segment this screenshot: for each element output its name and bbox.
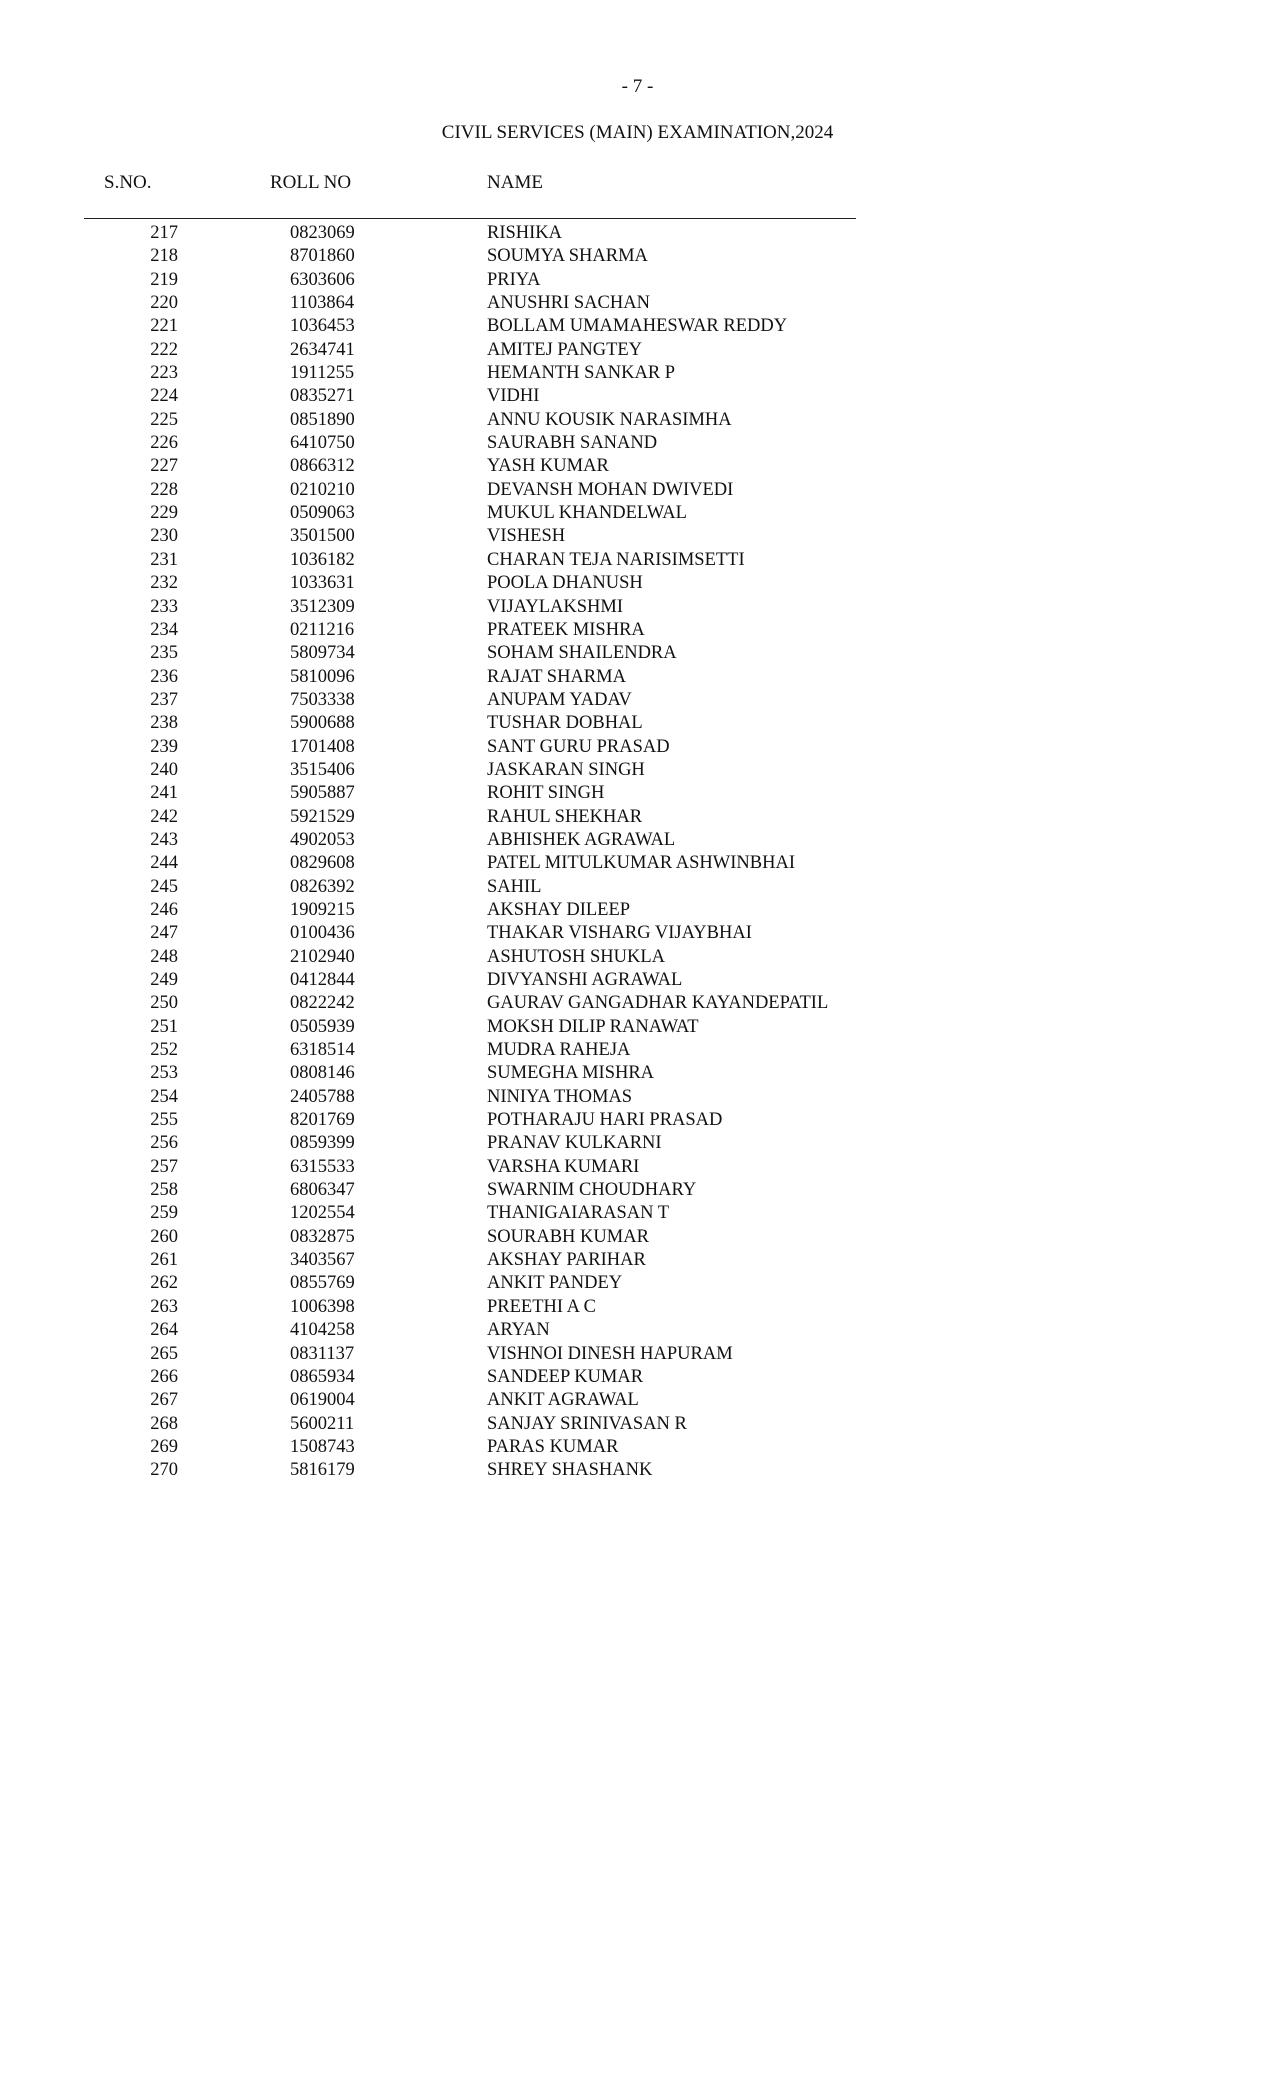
roll-number: 5905887: [290, 783, 355, 804]
serial-number: 250: [150, 993, 178, 1014]
candidate-name: PATEL MITULKUMAR ASHWINBHAI: [487, 853, 795, 874]
table-row: [0, 1343, 1275, 1366]
roll-number: 0829608: [290, 853, 355, 874]
roll-number: 0832875: [290, 1226, 355, 1247]
serial-number: 243: [150, 829, 178, 850]
candidate-name: VISHNOI DINESH HAPURAM: [487, 1343, 733, 1364]
roll-number: 0509063: [290, 503, 355, 524]
candidate-name: GAURAV GANGADHAR KAYANDEPATIL: [487, 993, 829, 1014]
table-row: [0, 619, 1275, 642]
candidate-name: ANUPAM YADAV: [487, 689, 632, 710]
candidate-name: SUMEGHA MISHRA: [487, 1063, 655, 1084]
table-row: [0, 385, 1275, 408]
candidate-name: ANKIT AGRAWAL: [487, 1390, 639, 1411]
serial-number: 226: [150, 433, 178, 454]
table-row: [0, 1413, 1275, 1436]
roll-number: 0808146: [290, 1063, 355, 1084]
serial-number: 241: [150, 783, 178, 804]
serial-number: 269: [150, 1436, 178, 1457]
serial-number: 254: [150, 1086, 178, 1107]
candidate-name: ANUSHRI SACHAN: [487, 293, 650, 314]
candidate-name: HEMANTH SANKAR P: [487, 363, 676, 384]
table-row: [0, 1086, 1275, 1109]
candidate-name: SOURABH KUMAR: [487, 1226, 649, 1247]
column-header-roll-no: ROLL NO: [270, 172, 352, 193]
serial-number: 266: [150, 1366, 178, 1387]
roll-number: 3403567: [290, 1250, 355, 1271]
serial-number: 227: [150, 456, 178, 477]
candidate-name: ANKIT PANDEY: [487, 1273, 623, 1294]
roll-number: 1036453: [290, 316, 355, 337]
serial-number: 265: [150, 1343, 178, 1364]
table-row: [0, 806, 1275, 829]
serial-number: 225: [150, 409, 178, 430]
serial-number: 246: [150, 899, 178, 920]
candidate-name: PRANAV KULKARNI: [487, 1133, 662, 1154]
table-row: [0, 549, 1275, 572]
candidate-name: ROHIT SINGH: [487, 783, 605, 804]
roll-number: 0865934: [290, 1366, 355, 1387]
serial-number: 247: [150, 923, 178, 944]
table-row: [0, 1249, 1275, 1272]
table-row: [0, 736, 1275, 759]
candidate-name: SOHAM SHAILENDRA: [487, 643, 677, 664]
candidate-name: ANNU KOUSIK NARASIMHA: [487, 409, 732, 430]
candidate-name: JASKARAN SINGH: [487, 759, 645, 780]
serial-number: 252: [150, 1040, 178, 1061]
roll-number: 5810096: [290, 666, 355, 687]
roll-number: 2405788: [290, 1086, 355, 1107]
table-row: [0, 1389, 1275, 1412]
roll-number: 1508743: [290, 1436, 355, 1457]
candidate-name: MUKUL KHANDELWAL: [487, 503, 687, 524]
roll-number: 5600211: [290, 1413, 355, 1434]
table-row: [0, 292, 1275, 315]
serial-number: 220: [150, 293, 178, 314]
table-row: [0, 689, 1275, 712]
table-row: [0, 1296, 1275, 1319]
candidate-name: PRATEEK MISHRA: [487, 619, 645, 640]
serial-number: 231: [150, 549, 178, 570]
roll-number: 0211216: [290, 619, 355, 640]
serial-number: 219: [150, 269, 178, 290]
column-header-name: NAME: [487, 172, 543, 193]
table-row: [0, 572, 1275, 595]
table-row: [0, 502, 1275, 525]
table-row: [0, 1202, 1275, 1225]
serial-number: 270: [150, 1460, 178, 1481]
table-row: [0, 222, 1275, 245]
roll-number: 2102940: [290, 946, 355, 967]
serial-number: 251: [150, 1016, 178, 1037]
candidate-name: CHARAN TEJA NARISIMSETTI: [487, 549, 745, 570]
roll-number: 4104258: [290, 1320, 355, 1341]
roll-number: 3501500: [290, 526, 355, 547]
table-row: [0, 1226, 1275, 1249]
candidate-name: TUSHAR DOBHAL: [487, 713, 643, 734]
candidate-name: RAJAT SHARMA: [487, 666, 626, 687]
serial-number: 255: [150, 1110, 178, 1131]
table-row: [0, 596, 1275, 619]
candidate-name: SANT GURU PRASAD: [487, 736, 670, 757]
table-row: [0, 782, 1275, 805]
roll-number: 0823069: [290, 223, 355, 243]
roll-number: 0835271: [290, 386, 355, 407]
table-row: [0, 1132, 1275, 1155]
table-row: [0, 829, 1275, 852]
candidate-name: SANDEEP KUMAR: [487, 1366, 644, 1387]
roll-number: 0100436: [290, 923, 355, 944]
serial-number: 258: [150, 1180, 178, 1201]
table-row: [0, 852, 1275, 875]
table-row: [0, 759, 1275, 782]
roll-number: 5816179: [290, 1460, 355, 1481]
candidate-name: RISHIKA: [487, 223, 563, 243]
table-row: [0, 432, 1275, 455]
serial-number: 267: [150, 1390, 178, 1411]
roll-number: 0831137: [290, 1343, 355, 1364]
roll-number: 0505939: [290, 1016, 355, 1037]
serial-number: 240: [150, 759, 178, 780]
candidate-name: AMITEJ PANGTEY: [487, 339, 643, 360]
roll-number: 0822242: [290, 993, 355, 1014]
roll-number: 4902053: [290, 829, 355, 850]
roll-number: 7503338: [290, 689, 355, 710]
table-row: [0, 1436, 1275, 1459]
serial-number: 222: [150, 339, 178, 360]
roll-number: 5900688: [290, 713, 355, 734]
serial-number: 256: [150, 1133, 178, 1154]
table-row: [0, 712, 1275, 735]
table-row: [0, 245, 1275, 268]
table-row: [0, 899, 1275, 922]
serial-number: 223: [150, 363, 178, 384]
roll-number: 0855769: [290, 1273, 355, 1294]
roll-number: 0866312: [290, 456, 355, 477]
roll-number: 0412844: [290, 970, 355, 990]
candidate-name: RAHUL SHEKHAR: [487, 806, 643, 827]
table-row: [0, 992, 1275, 1015]
roll-number: 1006398: [290, 1296, 355, 1317]
roll-number: 6303606: [290, 269, 355, 290]
candidate-name: PRIYA: [487, 269, 541, 290]
candidate-name: PARAS KUMAR: [487, 1436, 619, 1457]
table-row: [0, 409, 1275, 432]
roll-number: 1701408: [290, 736, 355, 757]
table-row: [0, 362, 1275, 385]
candidate-name: SWARNIM CHOUDHARY: [487, 1180, 697, 1201]
serial-number: 229: [150, 503, 178, 524]
candidate-name: VISHESH: [487, 526, 566, 547]
header-divider: [84, 218, 856, 219]
roll-number: 1909215: [290, 899, 355, 920]
table-row: [0, 1272, 1275, 1295]
serial-number: 239: [150, 736, 178, 757]
roll-number: 1103864: [290, 293, 355, 314]
roll-number: 5921529: [290, 806, 355, 827]
candidate-name: NINIYA THOMAS: [487, 1086, 633, 1107]
results-table: [0, 222, 1275, 1483]
roll-number: 8201769: [290, 1110, 355, 1131]
serial-number: 249: [150, 970, 178, 990]
candidate-name: VIDHI: [487, 386, 540, 407]
table-header: [0, 172, 1275, 198]
table-row: [0, 946, 1275, 969]
serial-number: 257: [150, 1156, 178, 1177]
candidate-name: SAURABH SANAND: [487, 433, 658, 454]
serial-number: 232: [150, 573, 178, 594]
roll-number: 1202554: [290, 1203, 355, 1224]
roll-number: 1033631: [290, 573, 355, 594]
roll-number: 6315533: [290, 1156, 355, 1177]
candidate-name: PREETHI A C: [487, 1296, 596, 1317]
candidate-name: VIJAYLAKSHMI: [487, 596, 624, 617]
serial-number: 218: [150, 246, 178, 267]
table-row: [0, 1062, 1275, 1085]
serial-number: 235: [150, 643, 178, 664]
candidate-name: AKSHAY DILEEP: [487, 899, 631, 920]
roll-number: 6410750: [290, 433, 355, 454]
table-row: [0, 269, 1275, 292]
roll-number: 3515406: [290, 759, 355, 780]
table-row: [0, 339, 1275, 362]
table-row: [0, 1319, 1275, 1342]
serial-number: 260: [150, 1226, 178, 1247]
table-row: [0, 1156, 1275, 1179]
candidate-name: VARSHA KUMARI: [487, 1156, 640, 1177]
table-row: [0, 1459, 1275, 1482]
serial-number: 230: [150, 526, 178, 547]
table-row: [0, 1109, 1275, 1132]
serial-number: 234: [150, 619, 178, 640]
table-row: [0, 1039, 1275, 1062]
candidate-name: MUDRA RAHEJA: [487, 1040, 631, 1061]
table-row: [0, 876, 1275, 899]
candidate-name: POOLA DHANUSH: [487, 573, 643, 594]
table-row: [0, 315, 1275, 338]
serial-number: 268: [150, 1413, 178, 1434]
candidate-name: YASH KUMAR: [487, 456, 609, 477]
candidate-name: SANJAY SRINIVASAN R: [487, 1413, 687, 1434]
serial-number: 236: [150, 666, 178, 687]
roll-number: 3512309: [290, 596, 355, 617]
candidate-name: DEVANSH MOHAN DWIVEDI: [487, 479, 734, 500]
candidate-name: POTHARAJU HARI PRASAD: [487, 1110, 723, 1131]
serial-number: 228: [150, 479, 178, 500]
serial-number: 244: [150, 853, 178, 874]
table-row: [0, 922, 1275, 945]
roll-number: 0851890: [290, 409, 355, 430]
table-row: [0, 479, 1275, 502]
serial-number: 221: [150, 316, 178, 337]
candidate-name: ABHISHEK AGRAWAL: [487, 829, 676, 850]
roll-number: 6318514: [290, 1040, 355, 1061]
roll-number: 0210210: [290, 479, 355, 500]
serial-number: 242: [150, 806, 178, 827]
roll-number: 6806347: [290, 1180, 355, 1201]
serial-number: 264: [150, 1320, 178, 1341]
table-row: [0, 969, 1275, 992]
serial-number: 253: [150, 1063, 178, 1084]
serial-number: 245: [150, 876, 178, 897]
table-row: [0, 642, 1275, 665]
candidate-name: SOUMYA SHARMA: [487, 246, 648, 267]
page-number: - 7 -: [621, 76, 654, 97]
candidate-name: SHREY SHASHANK: [487, 1460, 653, 1481]
table-row: [0, 525, 1275, 548]
serial-number: 263: [150, 1296, 178, 1317]
roll-number: 0859399: [290, 1133, 355, 1154]
serial-number: 217: [150, 223, 178, 243]
table-row: [0, 666, 1275, 689]
serial-number: 237: [150, 689, 178, 710]
serial-number: 224: [150, 386, 178, 407]
candidate-name: THANIGAIARASAN T: [487, 1203, 670, 1224]
exam-title: CIVIL SERVICES (MAIN) EXAMINATION,2024: [441, 122, 834, 143]
candidate-name: ASHUTOSH SHUKLA: [487, 946, 665, 967]
roll-number: 2634741: [290, 339, 355, 360]
column-header-sno: S.NO.: [104, 172, 152, 193]
table-row: [0, 1366, 1275, 1389]
roll-number: 1911255: [290, 363, 355, 384]
roll-number: 0826392: [290, 876, 355, 897]
roll-number: 1036182: [290, 549, 355, 570]
candidate-name: AKSHAY PARIHAR: [487, 1250, 646, 1271]
candidate-name: BOLLAM UMAMAHESWAR REDDY: [487, 316, 788, 337]
serial-number: 233: [150, 596, 178, 617]
roll-number: 8701860: [290, 246, 355, 267]
roll-number: 5809734: [290, 643, 355, 664]
serial-number: 262: [150, 1273, 178, 1294]
roll-number: 0619004: [290, 1390, 355, 1411]
candidate-name: MOKSH DILIP RANAWAT: [487, 1016, 699, 1037]
serial-number: 259: [150, 1203, 178, 1224]
serial-number: 248: [150, 946, 178, 967]
table-row: [0, 1016, 1275, 1039]
table-row: [0, 1179, 1275, 1202]
serial-number: 238: [150, 713, 178, 734]
serial-number: 261: [150, 1250, 178, 1271]
candidate-name: ARYAN: [487, 1320, 550, 1341]
candidate-name: SAHIL: [487, 876, 542, 897]
candidate-name: THAKAR VISHARG VIJAYBHAI: [487, 923, 752, 944]
candidate-name: DIVYANSHI AGRAWAL: [487, 970, 683, 990]
table-row: [0, 455, 1275, 478]
